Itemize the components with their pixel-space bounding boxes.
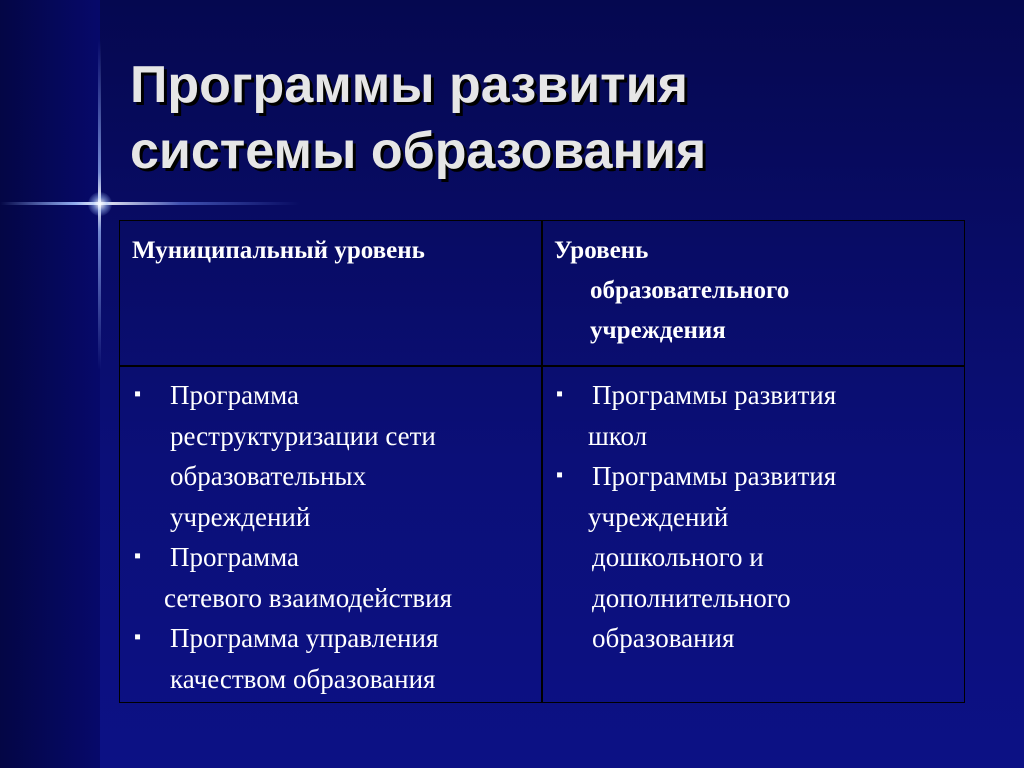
list-item: [130, 618, 540, 699]
list-item-text: дошкольного и: [592, 542, 764, 572]
municipal-programs-list: [130, 375, 540, 699]
sparkle-star-icon: [88, 192, 112, 216]
list-item-text: Программа: [170, 380, 300, 410]
square-bullet-icon: ▪: [134, 626, 142, 648]
list-item: [130, 537, 540, 618]
square-bullet-icon: ▪: [134, 383, 142, 405]
sparkle-horizontal-ray: [0, 202, 300, 205]
programs-table: [119, 220, 965, 703]
left-strip-decoration: [0, 0, 100, 768]
list-item-text: Программы развития: [592, 461, 837, 491]
header-institution-line-3: учреждения: [590, 317, 726, 344]
list-item-text: образования: [592, 623, 735, 653]
slide-title: [130, 52, 990, 184]
header-institution-level: [554, 231, 954, 351]
table-row-divider: [120, 365, 964, 367]
header-institution-line-1: Уровень: [554, 237, 649, 264]
list-item-text: школ: [588, 420, 648, 451]
header-municipal-level: [132, 231, 425, 271]
list-item-text: учреждений: [588, 501, 729, 532]
header-municipal-label: Муниципальный уровень: [132, 237, 425, 264]
slide-title-line-1: Программы развития: [130, 56, 688, 114]
list-item-text: образовательных: [170, 461, 367, 491]
institution-programs-list: [552, 375, 962, 659]
square-bullet-icon: ▪: [556, 383, 564, 405]
list-item-text: качеством образования: [170, 663, 436, 694]
header-institution-line-2: образовательного: [590, 277, 790, 304]
square-bullet-icon: ▪: [134, 545, 142, 567]
table-column-divider: [541, 221, 543, 702]
list-item-text: Программы развития: [592, 380, 837, 410]
square-bullet-icon: ▪: [556, 464, 564, 486]
list-item: [552, 456, 962, 659]
list-item-text: учреждений: [170, 501, 311, 532]
list-item-text: Программа управления: [170, 623, 439, 653]
list-item: [552, 375, 962, 456]
slide-title-line-2: системы образования: [130, 122, 707, 180]
list-item: [130, 375, 540, 537]
list-item-text: Программа: [170, 542, 300, 572]
list-item-text: сетевого взаимодействия: [164, 582, 453, 613]
list-item-text: дополнительного: [592, 582, 791, 613]
list-item-text: реструктуризации сети: [170, 420, 436, 451]
